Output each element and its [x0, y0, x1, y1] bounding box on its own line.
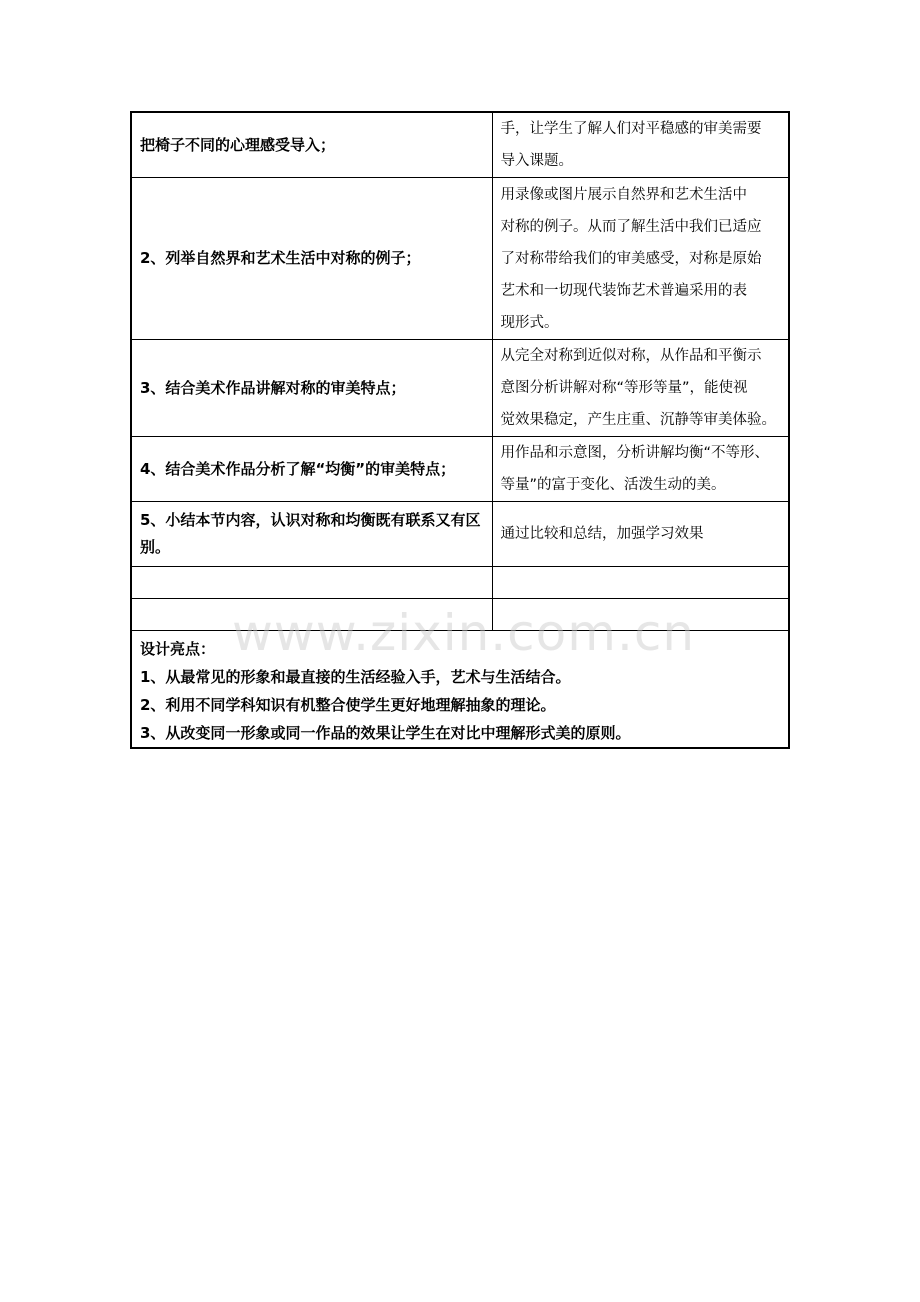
- highlights-row: [131, 631, 789, 749]
- method-line: 现形式。: [500, 314, 559, 331]
- method-cell: [492, 340, 789, 437]
- method-line: 意图分析讲解对称“等形等量”，能使视: [500, 380, 748, 396]
- table-row: [131, 178, 789, 340]
- design-highlights: [131, 631, 789, 749]
- table-row: [131, 502, 789, 567]
- method-line: 觉效果稳定，产生庄重、沉静等审美体验。: [500, 412, 776, 428]
- method-line: 手，让学生了解人们对平稳感的审美需要: [500, 121, 762, 137]
- activity-cell: 2、列举自然界和艺术生活中对称的例子；: [131, 178, 492, 340]
- method-line: 通过比较和总结，加强学习效果: [500, 526, 704, 542]
- empty-row: [131, 567, 789, 599]
- highlight-item: 3、从改变同一形象或同一作品的效果让学生在对比中理解形式美的原则。: [140, 724, 631, 742]
- method-line: 从完全对称到近似对称，从作品和平衡示: [500, 348, 762, 364]
- highlight-item: 2、利用不同学科知识有机整合使学生更好地理解抽象的理论。: [140, 696, 556, 714]
- activity-cell: 3、结合美术作品讲解对称的审美特点；: [131, 340, 492, 437]
- method-line: 用录像或图片展示自然界和艺术生活中: [500, 186, 747, 203]
- activity-cell: 把椅子不同的心理感受导入；: [131, 112, 492, 178]
- table-row: [131, 340, 789, 437]
- method-cell: [492, 502, 789, 567]
- empty-cell: [492, 567, 789, 599]
- empty-cell: [131, 599, 492, 631]
- watermark: www.zixin.com.cn: [232, 604, 696, 662]
- method-line: 等量”的富于变化、活泼生动的美。: [500, 477, 726, 493]
- lesson-plan-table: [130, 111, 790, 749]
- method-cell: [492, 112, 789, 178]
- method-cell: [492, 178, 789, 340]
- method-line: 了对称带给我们的审美感受，对称是原始: [500, 250, 762, 267]
- highlight-item: 1、从最常见的形象和最直接的生活经验入手，艺术与生活结合。: [140, 668, 571, 686]
- highlights-heading: 设计亮点：: [140, 640, 216, 658]
- method-line: 用作品和示意图，分析讲解均衡“不等形、: [500, 445, 770, 461]
- method-line: 艺术和一切现代装饰艺术普遍采用的表: [500, 282, 747, 299]
- empty-row: [131, 599, 789, 631]
- activity-cell: 5、小结本节内容，认识对称和均衡既有联系又有区别。: [131, 502, 492, 567]
- table-row: [131, 437, 789, 502]
- empty-cell: [131, 567, 492, 599]
- table-row: [131, 112, 789, 178]
- activity-cell: 4、结合美术作品分析了解“均衡”的审美特点；: [131, 437, 492, 502]
- method-cell: [492, 437, 789, 502]
- empty-cell: [492, 599, 789, 631]
- method-line: 导入课题。: [500, 153, 573, 169]
- method-line: 对称的例子。从而了解生活中我们已适应: [500, 218, 762, 235]
